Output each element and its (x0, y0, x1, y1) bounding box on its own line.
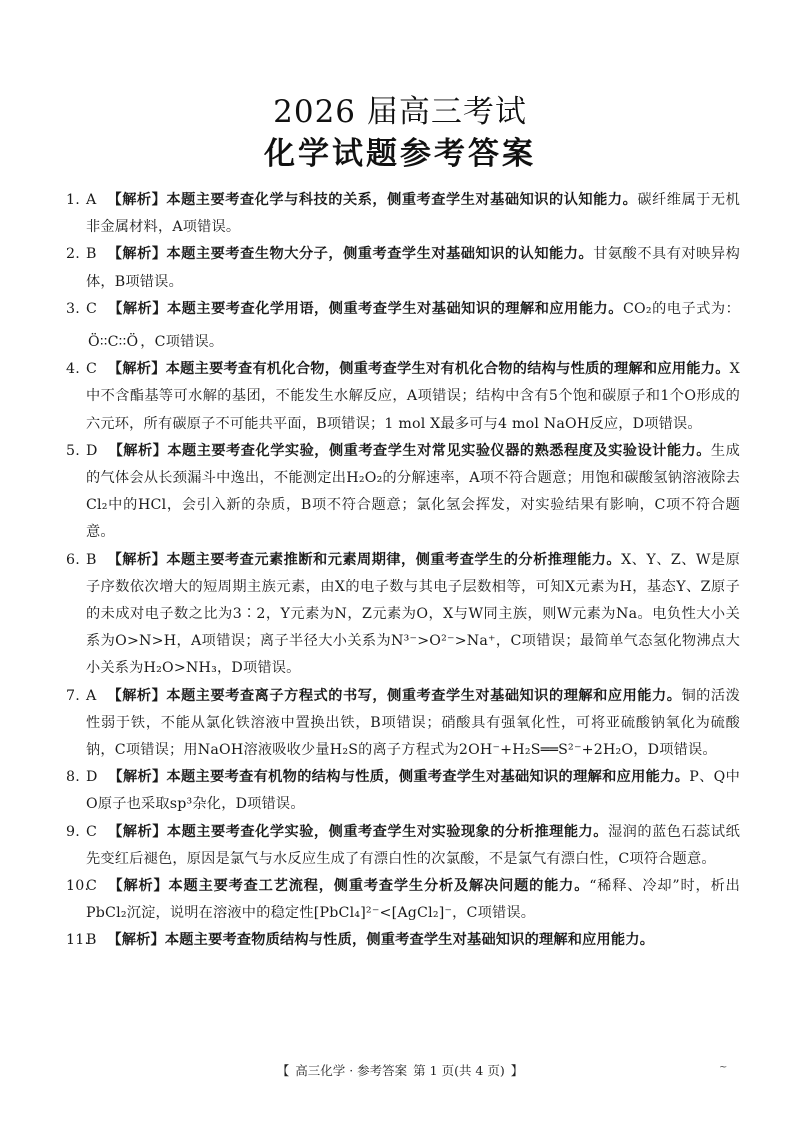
analysis-body: 湿润的蓝色石蕊试纸先变红后褪色，原因是氯气与水反应生成了有漂白性的次氯酸，不是氯气有漂白性，C项符合题意。 (86, 823, 740, 867)
answer-item-11 (66, 927, 740, 954)
answer-item-2 (66, 241, 740, 295)
footer-bracket-close: 】 (510, 1063, 524, 1078)
analysis-tag: 【解析】 (107, 932, 165, 949)
item-number: 10. (66, 878, 90, 895)
analysis-lead: 本题主要考查化学与科技的关系，侧重考查学生对基础知识的认知能力。 (166, 192, 638, 208)
analysis-tag: 【解析】 (107, 192, 167, 208)
answer-item-8 (66, 764, 740, 818)
analysis-tag: 【解析】 (107, 551, 167, 568)
answer-item-10 (66, 873, 740, 927)
answer-item-1 (66, 187, 740, 241)
analysis-tag: 【解析】 (108, 823, 167, 840)
analysis-lead: 本题主要考查元素推断和元素周期律，侧重考查学生的分析推理能力。 (166, 551, 622, 568)
analysis-lead: 本题主要考查生物大分子，侧重考查学生对基础知识的认知能力。 (166, 246, 594, 263)
item-number: 5. (66, 442, 80, 459)
item-answer: C (86, 823, 98, 840)
analysis-body-post: ，C项错误。 (140, 334, 224, 351)
analysis-body: X、Y、Z、W是原子序数依次增大的短周期主族元素，由X的电子数与其电子层数相等，可知X元素为H，基态Y、Z原子的未成对电子数之比为3∶2，Y元素为N，Z元素为O，X与W同主族，则W元素为Na。电负性大小关系为O>N>H，A项错误；离子半径大小关系为N³⁻>O²⁻>Na⁺，C项错误；最简单气态氢化物沸点大小关系为H₂O>NH₃，D项错误。 (86, 551, 740, 677)
analysis-body: 甘氨酸不具有对映异构体，B项错误。 (86, 246, 740, 290)
footer-page-number: 第 1 页(共 4 页) (413, 1063, 505, 1078)
page-footer (0, 1061, 800, 1079)
analysis-body: X中不含酯基等可水解的基团，不能发生水解反应，A项错误；结构中含有5个饱和碳原子和1个O形成的六元环，所有碳原子不可能共平面，B项错误；1 mol X最多可与4 mol NaOH反应，D项错误。 (86, 361, 740, 432)
answer-item-6 (66, 547, 740, 683)
analysis-tag: 【解析】 (108, 878, 169, 895)
analysis-tag: 【解析】 (107, 361, 166, 378)
analysis-lead: 本题主要考查化学实验，侧重考查学生对实验现象的分析推理能力。 (166, 823, 608, 840)
analysis-body-pre: CO₂的电子式为： (622, 300, 741, 317)
answer-item-4 (66, 356, 740, 438)
answer-item-7 (66, 683, 740, 765)
item-answer: A (86, 687, 97, 704)
item-answer: C (86, 300, 98, 317)
analysis-lead: 本题主要考查化学用语，侧重考查学生对基础知识的理解和应用能力。 (166, 300, 623, 317)
item-answer: D (86, 769, 98, 786)
item-number: 11. (66, 932, 90, 949)
item-number: 6. (66, 551, 80, 568)
analysis-lead: 本题主要考查有机物的结构与性质，侧重考查学生对基础知识的理解和应用能力。 (166, 769, 690, 786)
analysis-body: 生成的气体会从长颈漏斗中逸出，不能测定出H₂O₂的分解速率，A项不符合题意；用饱和碳酸氢钠溶液除去Cl₂中的HCl，会引入新的杂质，B项不符合题意；氯化氢会挥发，对实验结果有影响，C项不符合题意。 (86, 442, 740, 541)
item-answer: D (86, 442, 98, 459)
analysis-tag: 【解析】 (108, 300, 167, 317)
answer-item-5 (66, 438, 740, 547)
analysis-body: 铜的活泼性弱于铁，不能从氯化铁溶液中置换出铁，B项错误；硝酸具有强氧化性，可将亚硫酸钠氧化为硫酸钠，C项错误；用NaOH溶液吸收少量H₂S的离子方程式为2OH⁻+H₂S══S²⁻+2H₂O，D项错误。 (86, 687, 740, 759)
item-number: 8. (66, 769, 80, 786)
electron-formula: Ö∶∶C∶∶Ö (88, 334, 139, 351)
analysis-tag: 【解析】 (107, 687, 167, 704)
item-number: 3. (66, 300, 80, 317)
analysis-tag: 【解析】 (107, 246, 167, 263)
document-title-line1: 2026 届高三考试 (273, 94, 527, 130)
item-answer: B (86, 932, 97, 949)
item-number: 7. (66, 687, 80, 704)
item-answer: B (86, 551, 97, 568)
analysis-body: 碳纤维属于无机非金属材料，A项错误。 (86, 192, 740, 236)
item-number: 1. (66, 192, 80, 208)
item-answer: C (86, 361, 98, 378)
document-title-line2: 化学试题参考答案 (264, 136, 536, 172)
analysis-tag: 【解析】 (108, 769, 167, 786)
analysis-lead: 本题主要考查离子方程式的书写，侧重考查学生对基础知识的理解和应用能力。 (166, 687, 682, 704)
analysis-tag: 【解析】 (108, 442, 168, 459)
analysis-lead: 本题主要考查有机化合物，侧重考查学生对有机化合物的结构与性质的理解和应用能力。 (165, 361, 730, 378)
item-answer: B (86, 246, 97, 263)
answer-item-3 (66, 296, 740, 356)
item-number: 9. (66, 823, 80, 840)
footer-bracket-open: 【 (276, 1063, 290, 1078)
answer-item-9 (66, 819, 740, 873)
analysis-lead: 本题主要考查工艺流程，侧重考查学生分析及解决问题的能力。 (168, 878, 590, 895)
footer-mark: ~ (719, 1062, 728, 1073)
answer-list (66, 187, 740, 955)
analysis-body: P、Q中O原子也采取sp³杂化，D项错误。 (86, 769, 741, 813)
item-answer: C (86, 878, 98, 895)
analysis-lead: 本题主要考查物质结构与性质，侧重考查学生对基础知识的理解和应用能力。 (164, 932, 655, 949)
analysis-body: “稀释、冷却”时，析出PbCl₂沉淀，说明在溶液中的稳定性[PbCl₄]²⁻<[AgCl₂]⁻，C项错误。 (86, 878, 740, 922)
analysis-lead: 本题主要考查化学实验，侧重考查学生对常见实验仪器的熟悉程度及实验设计能力。 (167, 442, 711, 459)
footer-subject: 高三化学 · 参考答案 (295, 1063, 408, 1078)
item-answer: A (86, 192, 97, 208)
item-number: 2. (66, 246, 80, 263)
item-number: 4. (66, 361, 80, 378)
